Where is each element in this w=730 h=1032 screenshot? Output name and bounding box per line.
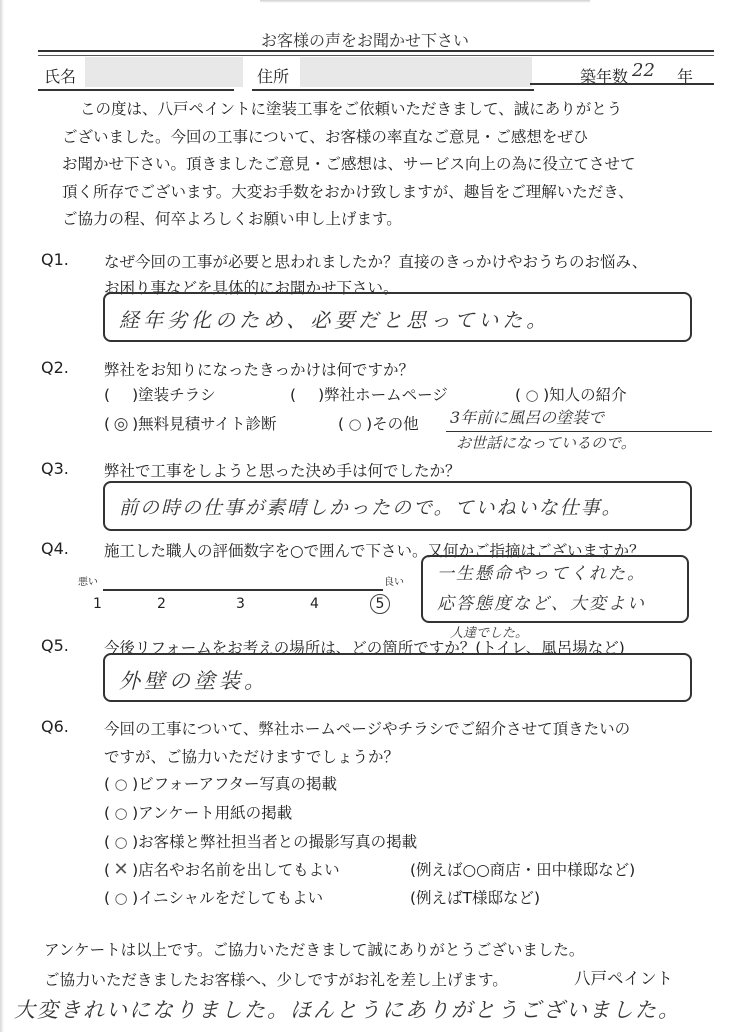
q2-option-flyer[interactable]: ( )塗装チラシ [104,386,216,404]
building-age-label: 築年数 [580,67,629,86]
q4-comment-line: 応答態度など、大変よい [437,594,646,614]
q6-option-mark: ○ [114,804,128,822]
q3-answer-handwritten: 前の時の仕事が素晴しかったので。ていねいな仕事。 [119,497,623,519]
rating-option-3[interactable]: 3 [236,596,245,612]
intro-line: お聞かせ下さい。頂きましたご意見・ご感想は、サービス向上の為に役立てさせて [62,155,636,173]
q2-option-referral[interactable]: ( ○ )知人の紹介 [515,386,627,404]
footer-gift-note: ご協力いただきましたお客様へ、少しですがお礼を差し上げます。 [44,971,508,989]
q6-option-label: )店名やお名前を出してもよい [132,861,340,879]
rating-scale-line [103,589,383,591]
q6-option-example: (例えば○○商店・田中様邸など) [410,861,636,879]
q4-number: Q4. [41,539,69,558]
intro-line: 頂く所存でございます。大変お手数をおかけ致しますが、趣旨をご理解いただき、 [62,182,634,201]
footer-thanks: アンケートは以上です。ご協力いただきまして誠にありがとうございました。 [44,941,585,959]
q6-option-label: )イニシャルをだしてもよい [132,889,324,907]
q1-answer-box[interactable] [103,292,692,342]
address-label: 住所 [257,67,290,86]
scan-edge-left [0,0,4,1032]
q2-option-label: )塗装チラシ [132,386,216,404]
rating-option-1[interactable]: 1 [93,596,102,612]
q2-other-answer-line[interactable]: 3年前に風呂の塗装で [450,408,605,427]
form-title: お客様の声をお聞かせ下さい [260,31,469,50]
q6-text-line: 今回の工事について、弊社ホームページやチラシでご紹介させて頂きたいの [104,720,631,738]
q2-other-answer-line: お世話になっているので。 [456,434,636,452]
name-field-redacted[interactable] [85,57,243,87]
q6-option-before-after[interactable]: ( ○ )ビフォーアフター写真の掲載 [104,775,337,793]
q1-number: Q1. [41,250,69,269]
q6-option-initial[interactable]: ( ○ )イニシャルをだしてもよい [104,889,324,907]
intro-line: この度は、八戸ペイントに塗装工事をご依頼いただきまして、誠にありがとう [80,100,623,118]
q5-number: Q5. [41,636,69,655]
q4-comment-box[interactable] [421,555,689,623]
handwritten-closing-note: 大変きれいになりました。ほんとうにありがとうございました。 [14,998,681,1022]
intro-line: ご協力の程、何卒よろしくお願い申し上げます。 [62,210,402,228]
building-age-underline [530,83,714,85]
q2-option-label: )知人の紹介 [543,386,627,404]
q6-option-label: )アンケート用紙の掲載 [132,804,293,822]
rating-good-label: 良い [384,577,404,588]
intro-paragraph [62,96,702,234]
q6-option-example: (例えばT様邸など) [410,889,541,907]
company-name: 八戸ペイント [574,969,673,988]
q2-option-label: )無料見積サイト診断 [132,415,277,433]
q5-answer-box[interactable] [103,653,692,702]
q6-text-line: ですが、ご協力いただけますでしょうか？ [104,748,399,766]
q2-option-mark-circle: ○ [525,386,539,404]
q6-number: Q6. [41,717,69,736]
q3-number: Q3. [41,459,69,478]
q2-option-estimate-site[interactable]: ( ◎ )無料見積サイト診断 [104,414,277,434]
q6-option-survey[interactable]: ( ○ )アンケート用紙の掲載 [104,804,293,822]
rating-option-4[interactable]: 4 [310,596,319,612]
q3-answer-box[interactable] [103,481,692,531]
q3-text: 弊社で工事をしようと思った決め手は何でしたか？ [104,462,461,480]
address-underline [252,89,534,91]
address-field-redacted[interactable] [300,57,532,87]
q6-option-mark: ○ [114,775,128,793]
q2-option-other[interactable]: ( ○ )その他 [338,415,419,433]
q2-option-mark-circle: ○ [348,415,362,433]
q2-option-mark-double-circle: ◎ [113,414,129,434]
q2-number: Q2. [41,358,69,377]
intro-line: ございました。今回の工事について、お客様の率直なご意見・ご感想をぜひ [62,127,589,146]
title-double-rule [38,50,714,56]
q4-text: 施工した職人の評価数字を○で囲んで下さい。又何かご指摘はございますか？ [104,542,645,560]
q1-text-line: お困り事などを具体的にお聞かせ下さい。 [104,279,399,297]
q5-answer-handwritten: 外壁の塗装。 [119,669,269,693]
rating-option-5-circled[interactable]: 5 [370,594,390,614]
q1-text-line: なぜ今回の工事が必要と思われましたか？直接のきっかけやおうちのお悩み、 [104,253,648,271]
rating-option-2[interactable]: 2 [157,596,166,612]
q6-option-name[interactable]: ( ✕ )店名やお名前を出してもよい [104,859,340,880]
building-age-unit: 年 [677,67,694,86]
q2-text: 弊社をお知りになったきっかけは何ですか？ [104,361,415,379]
q6-option-mark-cross: ✕ [113,859,129,880]
q2-option-label: )弊社ホームページ [318,386,448,404]
q4-comment-overflow: 人達でした。 [450,626,529,641]
q6-option-mark: ○ [114,889,128,907]
q2-option-homepage[interactable]: ( )弊社ホームページ [290,386,448,404]
name-label: 氏名 [44,67,77,86]
scan-edge-top [260,0,590,3]
q6-option-label: )ビフォーアフター写真の掲載 [132,775,337,793]
q6-option-label: )お客様と弊社担当者との撮影写真の掲載 [132,833,418,851]
building-age-value[interactable]: 22 [632,60,655,81]
q4-comment-line: 一生懸命やってくれた。 [437,564,646,584]
q6-option-mark: ○ [114,833,128,851]
q6-option-photo[interactable]: ( ○ )お客様と弊社担当者との撮影写真の掲載 [104,833,418,851]
name-underline [38,89,234,91]
q5-text: 今後リフォームをお考えの場所は、どの箇所ですか？(トイレ、風呂場など) [104,639,625,657]
rating-bad-label: 悪い [78,577,98,588]
q1-answer-handwritten: 経年劣化のため、必要だと思っていた。 [119,308,551,332]
q2-option-label: )その他 [366,415,419,433]
